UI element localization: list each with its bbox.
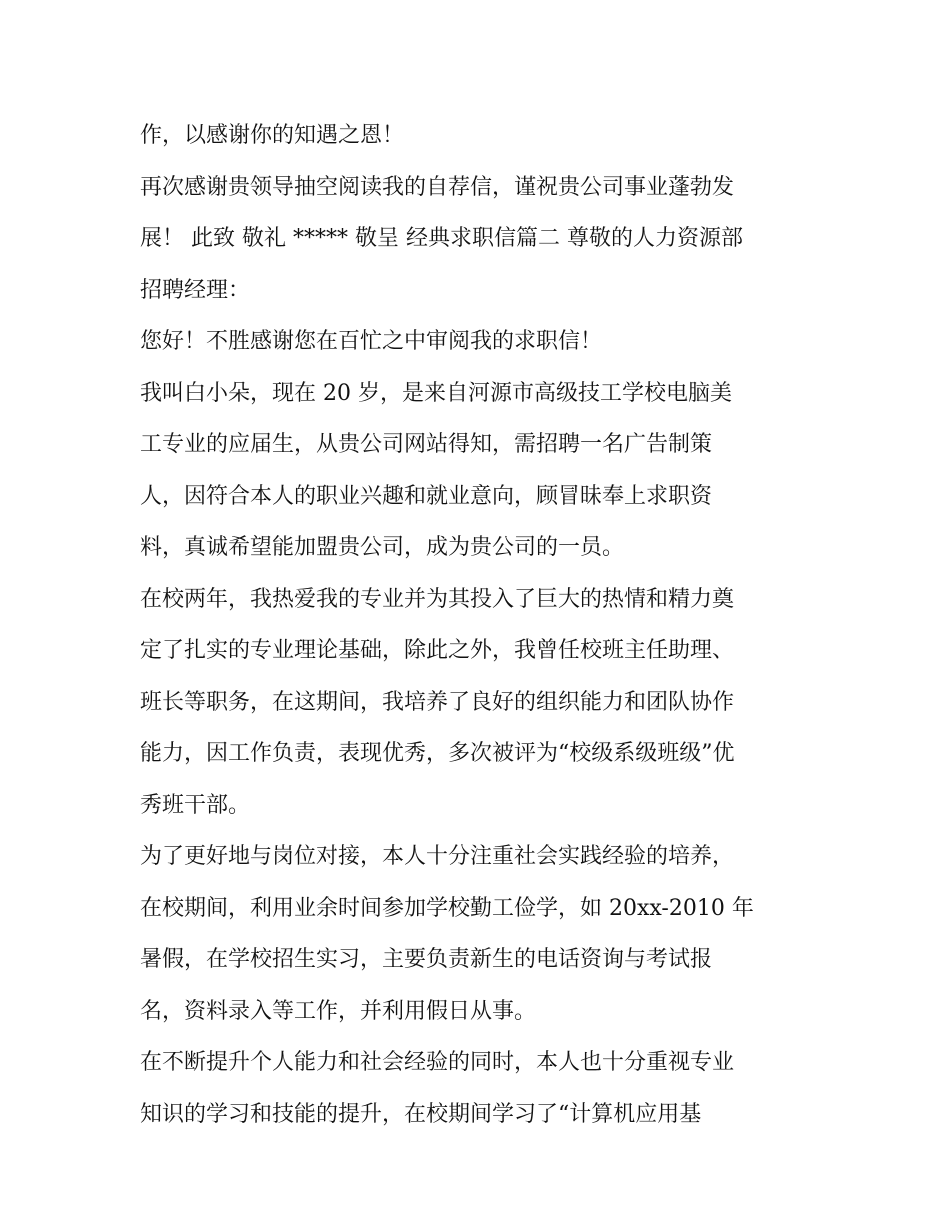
text-line: 为了更好地与岗位对接，本人十分注重社会实践经验的培养， xyxy=(140,844,735,869)
text-line: 人，因符合本人的职业兴趣和就业意向，顾冒昧奉上求职资 xyxy=(140,483,713,509)
text-line: 您好！不胜感谢您在百忙之中审阅我的求职信！ xyxy=(140,329,603,354)
letter-body xyxy=(140,110,820,1140)
text-line: 工专业的应届生，从贵公司网站得知，需招聘一名广告制策 xyxy=(140,432,713,457)
text-line: 招聘经理： xyxy=(140,277,251,303)
text-line: 再次感谢贵领导抽空阅读我的自荐信，谨祝贵公司事业蓬勃发 xyxy=(140,174,735,200)
text-line: 暑假，在学校招生实习，主要负责新生的电话资询与考试报 xyxy=(140,947,713,972)
text-line: 名，资料录入等工作，并利用假日从事。 xyxy=(140,998,537,1024)
text-line: 知识的学习和技能的提升，在校期间学习了“计算机应用基 xyxy=(140,1101,702,1127)
text-line: 秀班干部。 xyxy=(140,792,251,818)
text-line: 定了扎实的专业理论基础，除此之外，我曾任校班主任助理、 xyxy=(140,638,735,663)
text-line: 我叫白小朵，现在 20 岁，是来自河源市高级技工学校电脑美 xyxy=(140,380,732,406)
text-line: 展！ 此致 敬礼 ***** 敬呈 经典求职信篇二 尊敬的人力资源部 xyxy=(140,226,743,251)
text-line: 料，真诚希望能加盟贵公司，成为贵公司的一员。 xyxy=(140,535,625,560)
text-line: 班长等职务，在这期间，我培养了良好的组织能力和团队协作 xyxy=(140,689,735,715)
text-line: 能力，因工作负责，表现优秀，多次被评为“校级系级班级”优 xyxy=(140,741,735,766)
text-line: 在校期间，利用业余时间参加学校勤工俭学，如 20xx-2010 年 xyxy=(140,895,754,921)
text-line: 在不断提升个人能力和社会经验的同时，本人也十分重视专业 xyxy=(140,1050,735,1075)
text-line: 作，以感谢你的知遇之恩！ xyxy=(140,123,405,148)
text-line: 在校两年，我热爱我的专业并为其投入了巨大的热情和精力奠 xyxy=(140,586,735,612)
